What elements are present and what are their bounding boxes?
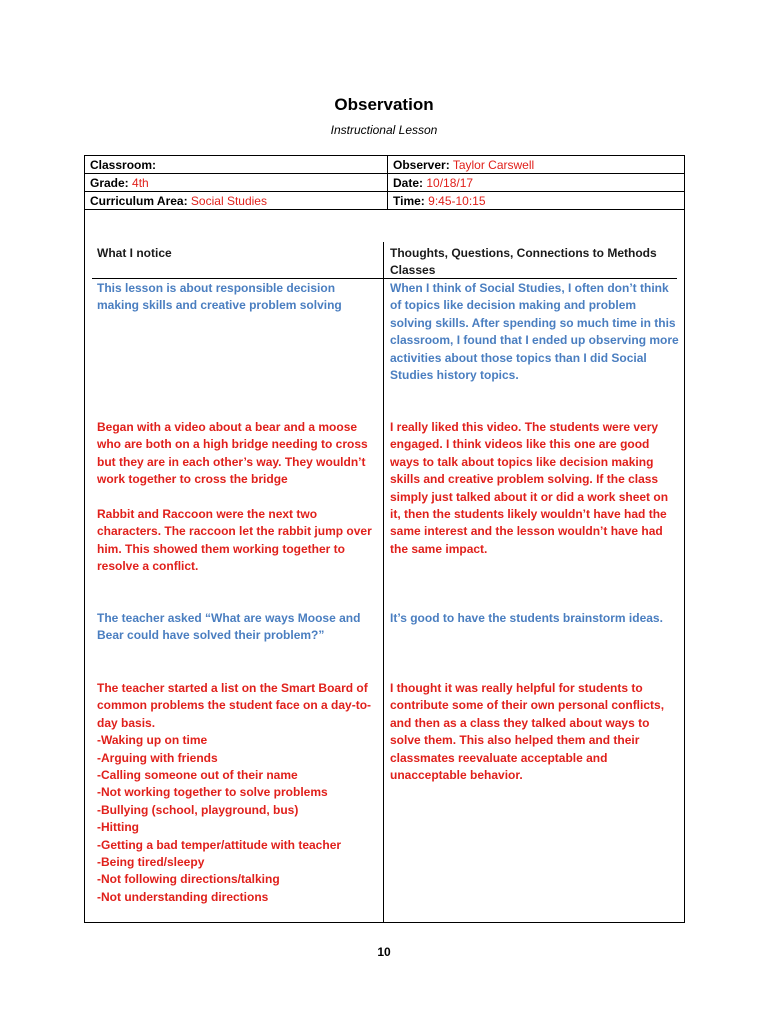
observer-value: Taylor Carswell bbox=[452, 158, 535, 172]
notice-entry-3: The teacher asked “What are ways Moose and Bear could have solved their problem?” bbox=[97, 611, 361, 643]
date-value: 10/18/17 bbox=[426, 176, 474, 190]
page-number: 10 bbox=[377, 945, 391, 959]
header-row-curriculum bbox=[85, 192, 685, 210]
time-label: Time: bbox=[393, 194, 425, 208]
notice-entry-4 bbox=[97, 680, 375, 906]
notice-entry-4-intro: The teacher started a list on the Smart Board of common problems the student face on a day-to-day basis. bbox=[97, 681, 372, 730]
curriculum-value: Social Studies bbox=[190, 194, 267, 208]
curriculum-cell bbox=[85, 192, 388, 210]
list-item: -Calling someone out of their name bbox=[97, 768, 298, 783]
header-table bbox=[84, 155, 685, 210]
list-item: -Being tired/sleepy bbox=[97, 855, 205, 870]
observer-label: Observer: bbox=[393, 158, 450, 172]
list-item: -Hitting bbox=[97, 820, 139, 835]
thought-entry-2: I really liked this video. The students were very engaged. I think videos like this one are good ways to talk about topics like decision making skills and creative problem solving. If the class simply just talked about it or did a work sheet on it, then the students likely wouldn’t have had the same interest and the lesson wouldn’t have had the same impact. bbox=[390, 420, 669, 556]
notice-entry-2: Began with a video about a bear and a moose who are both on a high bridge needing to cross but they are in each other’s way. They wouldn’t work together to cross the bridge bbox=[97, 420, 368, 487]
notice-entry-2b: Rabbit and Raccoon were the next two characters. The raccoon let the rabbit jump over him. This showed them working together to resolve a conflict. bbox=[97, 507, 372, 574]
date-cell bbox=[388, 174, 685, 192]
thought-entry-4: I thought it was really helpful for students to contribute some of their own personal conflicts, and then as a class they talked about ways to solve them. This also helped them and their classmates reevaluate acceptable and unacceptable behavior. bbox=[390, 681, 665, 783]
time-value: 9:45-10:15 bbox=[428, 194, 486, 208]
list-item: -Not following directions/talking bbox=[97, 872, 280, 887]
thought-entry-1: When I think of Social Studies, I often don’t think of topics like decision making and problem solving skills. After spending so much time in this classroom, I found that I ended up observing more activities about those topics than I did Social Studies history topics. bbox=[390, 281, 679, 383]
page-title: Observation bbox=[334, 95, 434, 114]
date-label: Date: bbox=[393, 176, 424, 190]
list-item: -Not understanding directions bbox=[97, 889, 269, 904]
header-row-classroom bbox=[85, 156, 685, 174]
grade-cell bbox=[85, 174, 388, 192]
classroom-cell bbox=[85, 156, 388, 174]
observer-cell bbox=[388, 156, 685, 174]
list-item: -Not working together to solve problems bbox=[97, 785, 328, 800]
list-item: -Waking up on time bbox=[97, 733, 208, 748]
grade-value: 4th bbox=[132, 176, 149, 190]
column-header-thoughts: Thoughts, Questions, Connections to Methods Classes bbox=[390, 246, 657, 277]
curriculum-label: Curriculum Area: bbox=[90, 194, 188, 208]
list-item: -Getting a bad temper/attitude with teacher bbox=[97, 837, 342, 852]
column-divider bbox=[383, 242, 384, 923]
thought-entry-3: It’s good to have the students brainstorm ideas. bbox=[390, 611, 663, 625]
page-subtitle: Instructional Lesson bbox=[330, 123, 438, 137]
time-cell bbox=[388, 192, 685, 210]
classroom-label: Classroom: bbox=[90, 158, 157, 172]
list-item: -Arguing with friends bbox=[97, 750, 218, 765]
header-row-grade bbox=[85, 174, 685, 192]
notice-entry-1: This lesson is about responsible decision making skills and creative problem solving bbox=[97, 281, 342, 313]
grade-label: Grade: bbox=[90, 176, 129, 190]
list-item: -Bullying (school, playground, bus) bbox=[97, 802, 299, 817]
column-header-notice: What I notice bbox=[97, 246, 172, 260]
